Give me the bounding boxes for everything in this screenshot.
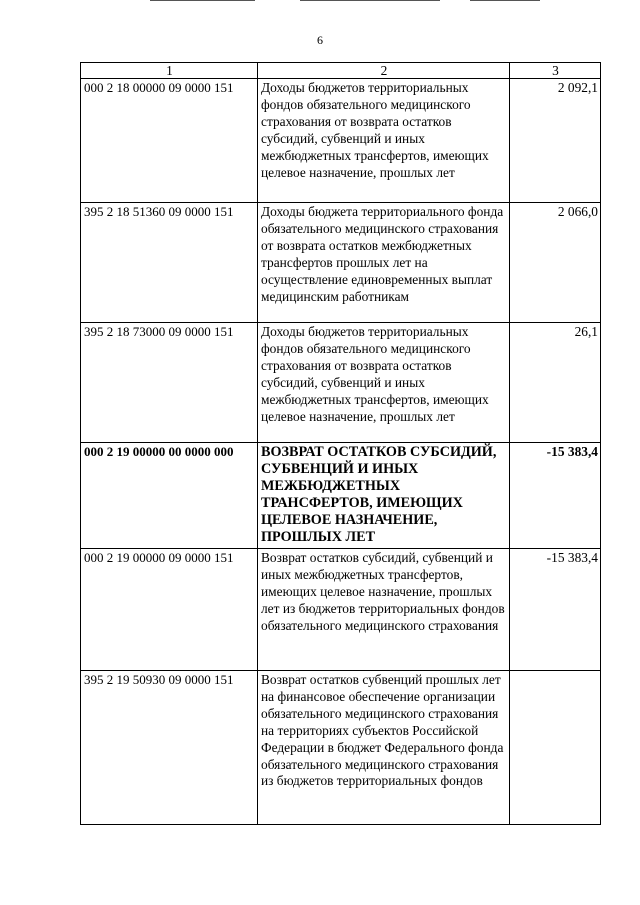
budget-code: 000 2 18 00000 09 0000 151 — [81, 79, 258, 203]
amount-value: -15 383,4 — [510, 443, 601, 549]
budget-code: 000 2 19 00000 09 0000 151 — [81, 549, 258, 671]
table-header-row — [81, 63, 601, 79]
table-row — [81, 549, 601, 671]
revenue-description: Возврат остатков субсидий, субвенций и иных межбюджетных трансфертов, имеющих целевое назначение, прошлых лет из бюджетов территориальных фондов обязательного медицинского страхования — [258, 549, 510, 671]
budget-code: 395 2 19 50930 09 0000 151 — [81, 671, 258, 825]
top-edge-rule — [300, 0, 440, 1]
revenue-description: ВОЗВРАТ ОСТАТКОВ СУБСИДИЙ, СУБВЕНЦИЙ И ИНЫХ МЕЖБЮДЖЕТНЫХ ТРАНСФЕРТОВ, ИМЕЮЩИХ ЦЕЛЕВОЕ НАЗНАЧЕНИЕ, ПРОШЛЫХ ЛЕТ — [258, 443, 510, 549]
table-row — [81, 443, 601, 549]
amount-value: 2 092,1 — [510, 79, 601, 203]
amount-value: 2 066,0 — [510, 203, 601, 323]
table-row — [81, 79, 601, 203]
top-edge-rule — [470, 0, 540, 1]
budget-code: 000 2 19 00000 00 0000 000 — [81, 443, 258, 549]
revenue-description: Доходы бюджета территориального фонда обязательного медицинского страхования от возврата остатков межбюджетных трансфертов прошлых лет на осуществление единовременных выплат медицинским работникам — [258, 203, 510, 323]
budget-revenue-table — [80, 62, 601, 825]
amount-value: 26,1 — [510, 323, 601, 443]
table-row — [81, 323, 601, 443]
amount-value — [510, 671, 601, 825]
column-header-code: 1 — [81, 63, 258, 79]
top-edge-rule — [150, 0, 255, 1]
table-row — [81, 203, 601, 323]
page-number: 6 — [317, 33, 323, 47]
revenue-description: Возврат остатков субвенций прошлых лет на финансовое обеспечение организации обязательного медицинского страхования на территориях субъектов Российской Федерации в бюджет Федерального фонда обязательного медицинского страхования из бюджетов территориальных фондов — [258, 671, 510, 825]
revenue-description: Доходы бюджетов территориальных фондов обязательного медицинского страхования от возврата остатков субсидий, субвенций и иных межбюджетных трансфертов, имеющих целевое назначение, прошлых лет — [258, 79, 510, 203]
column-header-amount: 3 — [510, 63, 601, 79]
table-row — [81, 671, 601, 825]
budget-code: 395 2 18 73000 09 0000 151 — [81, 323, 258, 443]
column-header-description: 2 — [258, 63, 510, 79]
budget-code: 395 2 18 51360 09 0000 151 — [81, 203, 258, 323]
revenue-description: Доходы бюджетов территориальных фондов обязательного медицинского страхования от возврата остатков субсидий, субвенций и иных межбюджетных трансфертов, имеющих целевое назначение, прошлых лет — [258, 323, 510, 443]
amount-value: -15 383,4 — [510, 549, 601, 671]
